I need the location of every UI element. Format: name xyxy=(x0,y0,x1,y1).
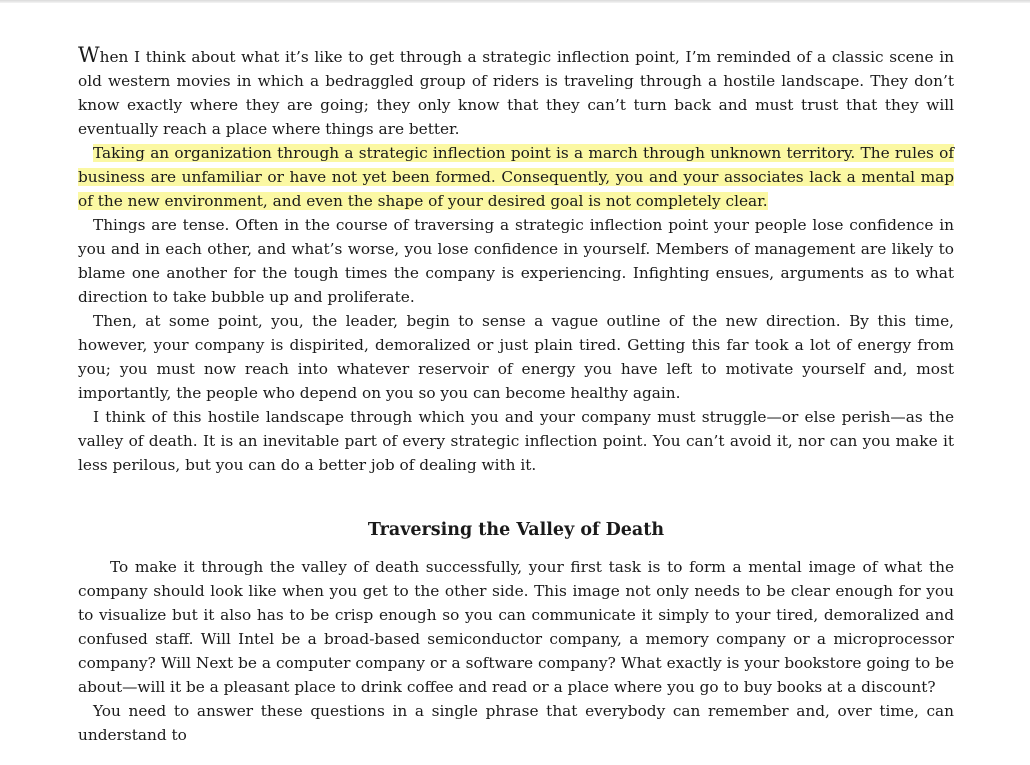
paragraph-2 xyxy=(78,141,954,213)
section-heading: Traversing the Valley of Death xyxy=(367,520,665,540)
paragraph-1-text: hen I think about what it’s like to get through a strategic inflection point, I’m reminded of a classic scene in old western movies in which a bedraggled group of riders is traveling through a hostile landscape. They don’t know exactly where they are going; they only know that they can’t turn back and must trust that they will eventually reach a place where things are better. xyxy=(78,48,954,138)
window-top-edge xyxy=(0,0,1030,3)
paragraph-5: I think of this hostile landscape through which you and your company must struggle—or else perish—as the valley of death. It is an inevitable part of every strategic inflection point. You can’t avoid it, nor can you make it less perilous, but you can do a better job of dealing with it. xyxy=(78,408,954,474)
paragraph-6: To make it through the valley of death successfully, your first task is to form a mental image of what the company should look like when you get to the other side. This image not only needs to be clear enough for you to visualize but it also has to be crisp enough so you can communicate it simply to your tired, demoralized and confused staff. Will Intel be a broad-based semiconductor company, a memory company or a microprocessor company? Will Next be a computer company or a software company? What exactly is your bookstore going to be about—will it be a pleasant place to drink coffee and read or a place where you go to buy books at a discount? xyxy=(78,558,954,696)
paragraph-3: Things are tense. Often in the course of traversing a strategic inflection point your people lose confidence in you and in each other, and what’s worse, you lose confidence in yourself. Members of management are likely to blame one another for the tough times the company is experiencing. Infighting ensues, arguments as to what direction to take bubble up and proliferate. xyxy=(78,216,954,306)
highlighted-text[interactable]: Taking an organization through a strategic inflection point is a march through unknown territory. The rules of business are unfamiliar or have not yet been formed. Consequently, you and your associates lack a mental map of the new environment, and even the shape of your desired goal is not completely clear. xyxy=(78,144,954,210)
paragraph-7: You need to answer these questions in a single phrase that everybody can remember and, over time, can understand to xyxy=(78,702,954,744)
drop-cap: W xyxy=(78,43,100,67)
paragraph-4: Then, at some point, you, the leader, begin to sense a vague outline of the new direction. By this time, however, your company is dispirited, demoralized or just plain tired. Getting this far took a lot of energy from you; you must now reach into whatever reservoir of energy you have left to motivate yourself and, most importantly, the people who depend on you so you can become healthy again. xyxy=(78,312,954,402)
document-page xyxy=(78,43,954,747)
paragraph-1 xyxy=(78,43,954,141)
